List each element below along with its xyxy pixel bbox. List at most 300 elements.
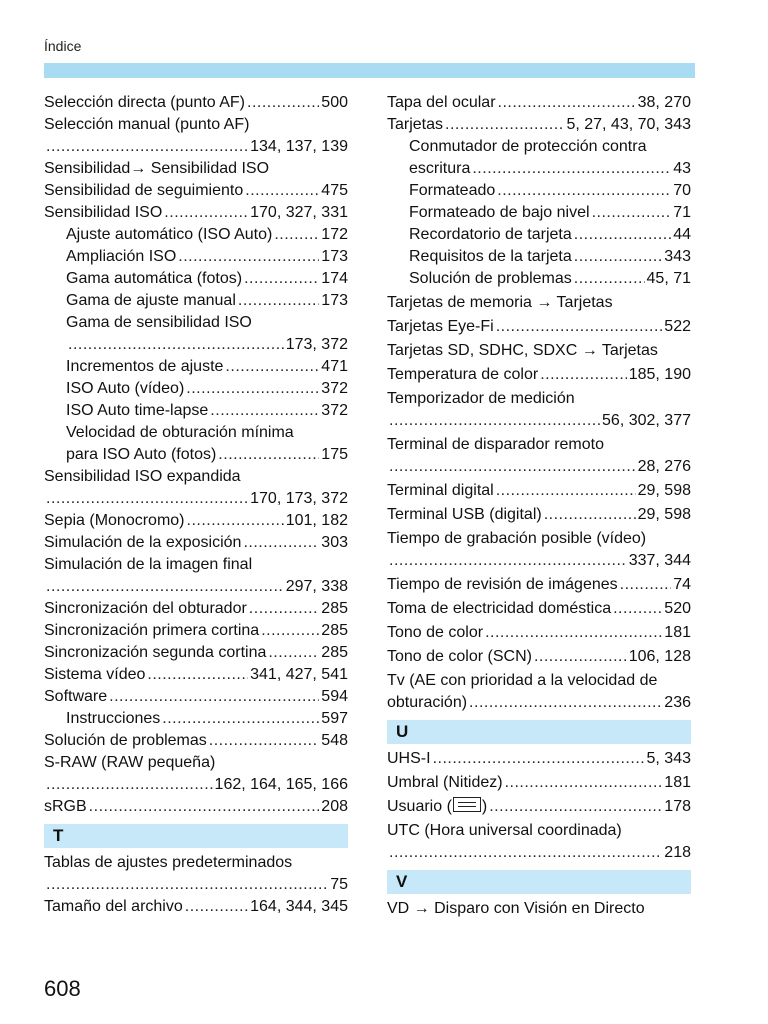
dot-leader (187, 510, 284, 532)
entry-page-ref: 101, 182 (285, 512, 348, 529)
entry-term-text: Sistema vídeo (44, 666, 146, 683)
entry-term (387, 92, 496, 114)
entry-term (387, 292, 613, 314)
entry-term (66, 290, 236, 312)
dot-leader (261, 620, 319, 642)
index-entry (44, 730, 348, 752)
entry-page-ref: 520 (664, 600, 691, 617)
entry-page-ref: 297, 338 (285, 578, 348, 595)
section-header-t: T (44, 824, 348, 848)
entry-term (44, 114, 249, 136)
dot-leader (534, 646, 627, 668)
index-entry (387, 796, 691, 818)
entry-term-text: Gama de ajuste manual (66, 292, 236, 309)
page-number: 608 (44, 976, 81, 1001)
entry-term (44, 620, 259, 642)
index-entry (387, 456, 691, 478)
dot-leader (109, 686, 319, 708)
index-entry (387, 528, 691, 550)
entry-page-ref: 475 (321, 182, 348, 199)
entry-term (387, 772, 503, 794)
entry-term (44, 554, 252, 576)
entry-term-text: Umbral (Nitidez) (387, 774, 503, 791)
entry-page-ref: 173 (321, 292, 348, 309)
entry-term-text: Ajuste automático (ISO Auto) (66, 226, 273, 243)
index-entry (387, 622, 691, 644)
entry-page-ref: 185, 190 (628, 366, 691, 383)
dot-leader (613, 598, 662, 620)
entry-term (387, 598, 611, 620)
entry-term (66, 708, 160, 730)
entry-page-ref: 522 (664, 318, 691, 335)
entry-term-text: Tiempo de grabación posible (vídeo) (387, 530, 647, 547)
entry-term (66, 378, 184, 400)
dot-leader (389, 456, 636, 478)
entry-term-text: Tarjetas de memoria → Tarjetas (387, 294, 613, 311)
dot-leader (147, 664, 248, 686)
entry-page-ref: 337, 344 (628, 552, 691, 569)
index-subentry (44, 246, 348, 268)
entry-term (387, 622, 483, 644)
dot-leader (46, 576, 284, 598)
index-entry (44, 554, 348, 576)
dot-leader (274, 224, 319, 246)
index-subentry (387, 158, 691, 180)
dot-leader (249, 598, 320, 620)
dot-leader (389, 410, 600, 432)
section-header-u: U (387, 720, 691, 744)
dot-leader (389, 842, 662, 864)
entry-term-text: Sensibilidad de seguimiento (44, 182, 244, 199)
entry-term (409, 224, 572, 246)
entry-page-ref: 174 (321, 270, 348, 287)
entry-term (387, 670, 657, 692)
entry-page-ref: 285 (321, 600, 348, 617)
index-entry (44, 874, 348, 896)
entry-term (44, 598, 247, 620)
entry-term (66, 444, 216, 466)
entry-term (44, 664, 145, 686)
dot-leader (445, 114, 564, 136)
entry-page-ref: 303 (321, 534, 348, 551)
index-subentry (387, 268, 691, 290)
user-defined-settings-icon (453, 797, 481, 812)
entry-term-text: Conmutador de protección contra (409, 138, 647, 155)
dot-leader (592, 202, 672, 224)
entry-term (44, 686, 107, 708)
entry-term (409, 158, 470, 180)
entry-page-ref: 285 (321, 644, 348, 661)
entry-page-ref: 208 (321, 798, 348, 815)
entry-term (44, 642, 266, 664)
entry-term-text: Terminal USB (digital) (387, 506, 542, 523)
entry-term-text: Selección manual (punto AF) (44, 116, 250, 133)
entry-term-text: Software (44, 688, 108, 705)
dot-leader (498, 92, 636, 114)
index-subentry (44, 290, 348, 312)
entry-term-text: Usuario ( (387, 798, 452, 815)
entry-term-text: Tablas de ajustes predeterminados (44, 854, 293, 871)
index-entry (44, 664, 348, 686)
entry-page-ref: 74 (673, 576, 691, 593)
index-entry (387, 340, 691, 362)
entry-term (44, 180, 243, 202)
entry-term (44, 466, 241, 488)
entry-page-ref: 45, 71 (646, 270, 691, 287)
index-column-right (387, 92, 691, 920)
entry-term (387, 504, 542, 526)
dot-leader (164, 202, 248, 224)
index-subentry (387, 202, 691, 224)
entry-page-ref: 500 (321, 94, 348, 111)
entry-term (387, 898, 645, 920)
entry-page-ref: 28, 276 (637, 458, 691, 475)
entry-page-ref: 56, 302, 377 (602, 412, 691, 429)
index-entry (387, 114, 691, 136)
dot-leader (185, 896, 248, 918)
entry-term-text: Velocidad de obturación mínima (66, 424, 294, 441)
entry-page-ref: 597 (321, 710, 348, 727)
entry-term-text: Formateado de bajo nivel (409, 204, 590, 221)
entry-term (44, 92, 245, 114)
dot-leader (46, 774, 213, 796)
entry-term (66, 422, 294, 444)
entry-term (66, 246, 176, 268)
index-entry (387, 410, 691, 432)
entry-term (387, 316, 494, 338)
entry-page-ref: 548 (321, 732, 348, 749)
entry-term (44, 852, 292, 874)
entry-term (409, 180, 495, 202)
dot-leader (433, 748, 645, 770)
entry-page-ref: 173, 372 (285, 336, 348, 353)
entry-term-text: Sincronización primera cortina (44, 622, 260, 639)
index-entry (44, 576, 348, 598)
dot-leader (485, 622, 662, 644)
entry-term-text: Sincronización segunda cortina (44, 644, 267, 661)
entry-term (409, 246, 572, 268)
entry-term (44, 730, 207, 752)
index-entry (44, 202, 348, 224)
entry-term (387, 434, 604, 456)
entry-term-text: Tarjetas SD, SDHC, SDXC → Tarjetas (387, 342, 658, 359)
entry-term (44, 896, 183, 918)
entry-term-text: Sincronización del obturador (44, 600, 247, 617)
entry-term (387, 820, 622, 842)
index-entry (44, 896, 348, 918)
entry-page-ref: 29, 598 (637, 482, 691, 499)
index-entry (44, 180, 348, 202)
entry-term-text: Selección directa (punto AF) (44, 94, 245, 111)
entry-term-text: Tono de color (SCN) (387, 648, 532, 665)
dot-leader (540, 364, 627, 386)
index-entry (387, 574, 691, 596)
dot-leader (68, 334, 284, 356)
dot-leader (574, 224, 671, 246)
entry-term-text: Tamaño del archivo (44, 898, 183, 915)
entry-term (66, 268, 242, 290)
entry-term-text: Sensibilidad ISO (44, 204, 163, 221)
entry-term (44, 796, 87, 818)
dot-leader (245, 180, 319, 202)
entry-term-text: Gama de sensibilidad ISO (66, 314, 252, 331)
entry-term-text: UTC (Hora universal coordinada) (387, 822, 622, 839)
entry-term-text: Temperatura de color (387, 366, 539, 383)
dot-leader (489, 796, 662, 818)
entry-page-ref: 43 (673, 160, 691, 177)
entry-term (66, 400, 208, 422)
entry-term-text: obturación) (387, 694, 468, 711)
index-entry (44, 796, 348, 818)
dot-leader (46, 488, 248, 510)
dot-leader (46, 874, 328, 896)
header-bar (44, 63, 695, 78)
index-entry (44, 114, 348, 136)
entry-page-ref: 343 (664, 248, 691, 265)
index-entry (387, 316, 691, 338)
entry-term-text: Solución de problemas (44, 732, 207, 749)
entry-page-ref: 75 (330, 876, 348, 893)
entry-page-ref: 172 (321, 226, 348, 243)
dot-leader (210, 400, 319, 422)
index-entry (44, 158, 348, 180)
dot-leader (389, 550, 627, 572)
entry-term (387, 528, 646, 550)
index-subentry (44, 422, 348, 444)
entry-term-text: Formateado (409, 182, 496, 199)
entry-term-text: Tapa del ocular (387, 94, 496, 111)
entry-term-text: Tv (AE con prioridad a la velocidad de (387, 672, 658, 689)
dot-leader (209, 730, 320, 752)
dot-leader (243, 532, 319, 554)
entry-term-text: Terminal de disparador remoto (387, 436, 604, 453)
dot-leader (574, 268, 645, 290)
entry-term-text: Sepia (Monocromo) (44, 512, 185, 529)
index-entry (44, 686, 348, 708)
entry-page-ref: 106, 128 (628, 648, 691, 665)
dot-leader (469, 692, 662, 714)
dot-leader (544, 504, 636, 526)
entry-term-text: Sensibilidad ISO expandida (44, 468, 241, 485)
dot-leader (268, 642, 319, 664)
entry-page-ref: 181 (664, 774, 691, 791)
index-entry (44, 488, 348, 510)
entry-term-text: Toma de electricidad doméstica (387, 600, 612, 617)
entry-term-text: Sensibilidad→ Sensibilidad ISO (44, 160, 270, 177)
index-subentry (44, 356, 348, 378)
entry-term-text: Tono de color (387, 624, 484, 641)
entry-term-text: Temporizador de medición (387, 390, 575, 407)
entry-term (409, 202, 590, 224)
entry-term-text: Simulación de la exposición (44, 534, 242, 551)
index-entry (44, 92, 348, 114)
entry-term-text: Ampliación ISO (66, 248, 177, 265)
index-entry (387, 92, 691, 114)
entry-page-ref: 71 (673, 204, 691, 221)
entry-term-text: Requisitos de la tarjeta (409, 248, 572, 265)
entry-page-ref: 372 (321, 380, 348, 397)
index-subentry (387, 136, 691, 158)
entry-term-text: ISO Auto (vídeo) (66, 380, 185, 397)
entry-term-text: escritura (409, 160, 471, 177)
entry-term (387, 364, 538, 386)
index-subentry (387, 180, 691, 202)
entry-term-text: Simulación de la imagen final (44, 556, 253, 573)
entry-page-ref: 170, 327, 331 (250, 204, 348, 221)
index-entry (387, 646, 691, 668)
index-entry (387, 772, 691, 794)
index-entry (387, 598, 691, 620)
entry-term (387, 646, 532, 668)
index-subentry (44, 400, 348, 422)
entry-term (387, 796, 487, 818)
entry-page-ref: 5, 343 (646, 750, 691, 767)
entry-term (44, 510, 185, 532)
entry-page-ref: 594 (321, 688, 348, 705)
index-entry (44, 598, 348, 620)
dot-leader (496, 480, 636, 502)
index-entry (44, 774, 348, 796)
dot-leader (497, 180, 671, 202)
entry-term-text: Recordatorio de tarjeta (409, 226, 572, 243)
entry-term (387, 574, 618, 596)
entry-page-ref: 134, 137, 139 (250, 138, 348, 155)
entry-page-ref: 285 (321, 622, 348, 639)
index-entry (44, 620, 348, 642)
dot-leader (178, 246, 319, 268)
entry-page-ref: 181 (664, 624, 691, 641)
entry-term-suffix: ) (481, 798, 488, 815)
entry-page-ref: 372 (321, 402, 348, 419)
section-header-v: V (387, 870, 691, 894)
index-entry (44, 852, 348, 874)
index-subentry (44, 224, 348, 246)
entry-term-text: Tarjetas Eye-Fi (387, 318, 494, 335)
entry-term (387, 388, 575, 410)
index-entry (44, 642, 348, 664)
index-entry (387, 292, 691, 314)
index-subentry (44, 334, 348, 356)
entry-term-text: VD → Disparo con Visión en Directo (387, 900, 645, 917)
dot-leader (574, 246, 663, 268)
dot-leader (472, 158, 671, 180)
entry-term (409, 136, 646, 158)
entry-term-text: Terminal digital (387, 482, 494, 499)
entry-term-text: UHS-I (387, 750, 431, 767)
entry-term (66, 356, 223, 378)
entry-page-ref: 173 (321, 248, 348, 265)
dot-leader (89, 796, 320, 818)
dot-leader (46, 136, 248, 158)
entry-page-ref: 341, 427, 541 (250, 666, 348, 683)
dot-leader (238, 290, 319, 312)
index-entry (387, 388, 691, 410)
entry-term (44, 752, 215, 774)
entry-page-ref: 471 (321, 358, 348, 375)
index-subentry (44, 268, 348, 290)
entry-term (387, 480, 494, 502)
index-entry (387, 670, 691, 692)
entry-term-text: S-RAW (RAW pequeña) (44, 754, 216, 771)
entry-page-ref: 175 (321, 446, 348, 463)
entry-term (387, 340, 658, 362)
entry-term (387, 692, 467, 714)
dot-leader (186, 378, 319, 400)
entry-term-text: Solución de problemas (409, 270, 572, 287)
dot-leader (162, 708, 319, 730)
dot-leader (496, 316, 663, 338)
index-entry (387, 820, 691, 842)
index-entry (387, 748, 691, 770)
index-entry (387, 898, 691, 920)
entry-term (66, 224, 272, 246)
dot-leader (225, 356, 319, 378)
entry-term-text: Incrementos de ajuste (66, 358, 224, 375)
entry-page-ref: 5, 27, 43, 70, 343 (566, 116, 691, 133)
entry-page-ref: 236 (664, 694, 691, 711)
entry-term-text: Gama automática (fotos) (66, 270, 243, 287)
entry-page-ref: 178 (664, 798, 691, 815)
entry-term (387, 748, 431, 770)
index-subentry (387, 246, 691, 268)
entry-page-ref: 170, 173, 372 (250, 490, 348, 507)
entry-page-ref: 29, 598 (637, 506, 691, 523)
entry-page-ref: 38, 270 (637, 94, 691, 111)
entry-page-ref: 218 (664, 844, 691, 861)
entry-page-ref: 164, 344, 345 (250, 898, 348, 915)
index-column-left (44, 92, 348, 918)
entry-page-ref: 44 (673, 226, 691, 243)
entry-term-text: ISO Auto time-lapse (66, 402, 209, 419)
index-subentry (44, 708, 348, 730)
entry-page-ref: 162, 164, 165, 166 (214, 776, 348, 793)
entry-term-text: para ISO Auto (fotos) (66, 446, 217, 463)
index-entry (44, 752, 348, 774)
entry-term-text: Tiempo de revisión de imágenes (387, 576, 618, 593)
index-subentry (44, 312, 348, 334)
index-entry (387, 842, 691, 864)
index-subentry (44, 444, 348, 466)
entry-term-text: Instrucciones (66, 710, 161, 727)
entry-term (44, 158, 269, 180)
dot-leader (218, 444, 319, 466)
dot-leader (247, 92, 319, 114)
index-entry (44, 510, 348, 532)
entry-term (409, 268, 572, 290)
entry-term (387, 114, 443, 136)
entry-page-ref: 70 (673, 182, 691, 199)
index-subentry (44, 378, 348, 400)
index-subentry (387, 224, 691, 246)
dot-leader (244, 268, 319, 290)
entry-term-text: Tarjetas (387, 116, 444, 133)
entry-term (44, 532, 241, 554)
index-entry (387, 504, 691, 526)
index-entry (387, 364, 691, 386)
index-entry (387, 550, 691, 572)
dot-leader (505, 772, 663, 794)
index-entry (44, 136, 348, 158)
entry-term (44, 202, 162, 224)
index-entry (387, 434, 691, 456)
index-entry (387, 480, 691, 502)
index-entry (387, 692, 691, 714)
header-section-label: Índice (44, 38, 82, 54)
index-entry (44, 532, 348, 554)
index-entry (44, 466, 348, 488)
entry-term-text: sRGB (44, 798, 87, 815)
entry-term (66, 312, 252, 334)
